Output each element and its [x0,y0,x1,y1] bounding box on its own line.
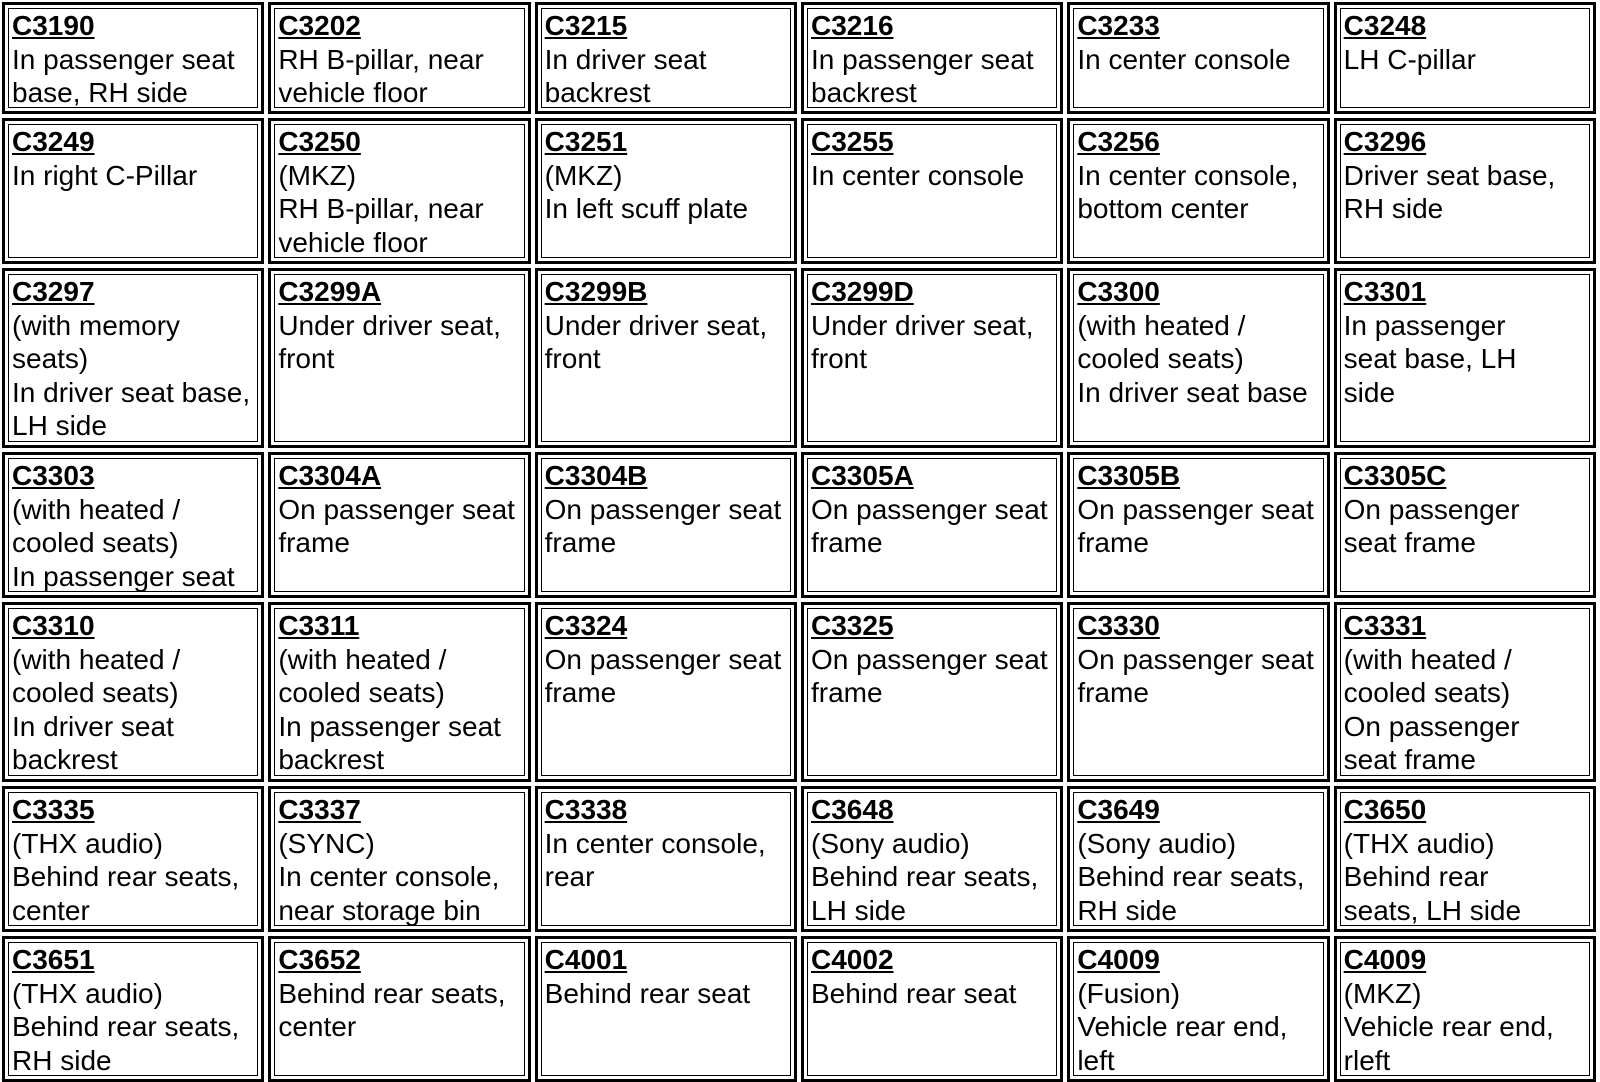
connector-location-line: Under driver seat, [278,309,501,341]
connector-cell [801,452,1063,598]
connector-cell [1067,602,1329,782]
connector-cell [535,118,797,264]
connector-cell [1334,118,1596,264]
connector-cell [268,602,530,782]
connector-code: C3330 [1077,610,1160,641]
connector-cell [2,602,264,782]
connector-cell [535,452,797,598]
connector-code: C3190 [12,10,95,41]
connector-code: C3202 [278,10,361,41]
connector-code: C3251 [544,126,628,157]
connector-cell [801,2,1063,114]
connector-location-line: In passenger seat [12,560,235,592]
connector-location-line: backrest [544,77,651,108]
connector-location-line: base, RH side [12,77,188,108]
connector-cell [535,786,797,932]
connector-location-line: near storage bin [278,894,481,926]
connector-cell [535,602,797,782]
connector-code: C3248 [1343,10,1427,41]
connector-cell [268,118,530,264]
connector-location-line: RH side [1077,894,1177,926]
connector-cell [268,786,530,932]
connector-location-line: (MKZ) [278,159,357,191]
connector-location-line: backrest [278,744,385,775]
connector-location-line: In center console, [1077,159,1299,191]
connector-location-line: (THX audio) [12,827,163,859]
connector-location-line: rleft [1343,1044,1391,1076]
connector-location-line: On passenger [1343,710,1520,742]
connector-code: C3305B [1077,460,1181,491]
connector-location-line: cooled seats) [12,527,179,558]
connector-location-line: In right C-Pillar [12,159,198,191]
connector-code: C3256 [1077,126,1160,157]
connector-location-line: Driver seat base, [1343,159,1556,191]
connector-cell [2,2,264,114]
connector-cell [1067,2,1329,114]
connector-cell [1334,268,1596,448]
connector-location-line: In passenger [1343,309,1506,341]
connector-location-line: On passenger seat [1077,643,1314,675]
connector-location-line: side [1343,376,1396,408]
connector-location-line: (MKZ) [1343,977,1422,1009]
connector-location-line: (with memory [12,309,181,341]
connector-location-line: On passenger seat [544,493,782,525]
connector-code: C3305A [811,460,914,491]
connector-code: C3649 [1077,794,1160,825]
connector-location-line: Under driver seat, [811,309,1034,341]
connector-code: C3299D [811,276,914,307]
connector-location-line: cooled seats) [1077,343,1244,374]
connector-location-line: frame [811,677,883,708]
connector-location-line: (Sony audio) [1077,827,1237,859]
connector-location-line: Behind rear seat [811,977,1017,1009]
connector-cell [1334,786,1596,932]
connector-cell [268,452,530,598]
connector-cell [1334,2,1596,114]
connector-location-line: (Sony audio) [811,827,970,859]
connector-location-line: In passenger seat [278,710,501,742]
connector-location-line: (Fusion) [1077,977,1181,1009]
connector-location-line: backrest [811,77,917,108]
connector-location-line: cooled seats) [12,677,179,708]
connector-code: C3215 [544,10,628,41]
connector-location-line: (THX audio) [12,977,163,1009]
connector-location-line: On passenger [1343,493,1520,525]
connector-location-line: Vehicle rear end, [1077,1011,1288,1042]
connector-code: C3648 [811,794,894,825]
connector-location-line: seats, LH side [1343,894,1522,926]
connector-cell [2,786,264,932]
connector-location-line: RH side [1343,193,1444,224]
connector-location-line: frame [1077,677,1149,708]
connector-location-line: front [544,343,601,374]
connector-cell [801,786,1063,932]
connector-code: C3304B [544,460,648,491]
connector-code: C3310 [12,610,95,641]
connector-location-line: In driver seat [12,710,174,742]
connector-location-line: (THX audio) [1343,827,1495,859]
connector-code: C4002 [811,944,894,975]
connector-code: C3311 [278,610,360,641]
connector-code: C4001 [544,944,628,975]
connector-location-line: center [12,894,90,926]
connector-location-line: RH side [12,1044,112,1076]
connector-location-line: In center console [1077,43,1291,75]
connector-location-line: In center console, [278,861,500,892]
connector-code: C3335 [12,794,95,825]
connector-location-line: LH side [12,410,107,441]
connector-location-line: (MKZ) [544,159,623,191]
connector-location-line: LH C-pillar [1343,43,1476,75]
connector-location-line: In center console [811,159,1025,191]
connector-code: C3324 [544,610,628,641]
connector-cell [535,2,797,114]
connector-location-line: vehicle floor [278,77,428,108]
connector-location-line: seats) [12,343,89,374]
connector-code: C3250 [278,126,361,157]
connector-location-line: Under driver seat, [544,309,768,341]
connector-code: C3338 [544,794,628,825]
connector-location-line: On passenger seat [811,493,1048,525]
connector-location-line: Behind rear seats, [278,977,506,1009]
connector-location-line: On passenger seat [544,643,782,675]
connector-location-line: RH B-pillar, near [278,43,484,75]
connector-code: C3300 [1077,276,1160,307]
connector-code: C3325 [811,610,894,641]
connector-location-line: (with heated / [12,493,181,525]
connector-location-line: (SYNC) [278,827,375,859]
connector-location-table [2,2,1596,1076]
connector-code: C3301 [1343,276,1427,307]
connector-cell [801,118,1063,264]
connector-code: C3337 [278,794,361,825]
connector-location-line: (with heated / [278,643,447,675]
connector-cell [2,118,264,264]
connector-cell [1334,602,1596,782]
connector-code: C3297 [12,276,95,307]
connector-location-line: RH B-pillar, near [278,193,484,224]
connector-location-line: Behind rear seats, [1077,861,1305,892]
connector-code: C3331 [1343,610,1427,641]
connector-location-line: seat base, LH [1343,343,1517,374]
connector-cell [801,936,1063,1082]
connector-location-line: Behind rear seat [544,977,751,1009]
connector-location-line: On passenger seat [278,493,515,525]
connector-code: C3303 [12,460,95,491]
connector-location-line: frame [811,527,883,558]
connector-cell [801,602,1063,782]
connector-cell [2,268,264,448]
connector-location-line: Vehicle rear end, [1343,1011,1554,1042]
connector-cell [268,936,530,1082]
connector-location-line: (with heated / [12,643,181,675]
connector-cell [1334,452,1596,598]
connector-location-line: cooled seats) [1343,677,1511,708]
connector-location-line: center [278,1011,357,1042]
connector-location-line: (with heated / [1343,643,1512,675]
connector-cell [2,452,264,598]
connector-cell [1067,936,1329,1082]
connector-code: C3652 [278,944,361,975]
connector-location-line: seat frame [1343,744,1476,775]
connector-code: C3216 [811,10,894,41]
connector-location-line: LH side [811,894,906,926]
connector-location-line: In driver seat base, [12,376,251,408]
connector-code: C4009 [1343,944,1427,975]
connector-location-line: backrest [12,744,118,775]
connector-location-line: In driver seat [544,43,707,75]
connector-location-line: frame [1077,527,1149,558]
connector-location-line: Behind rear [1343,861,1489,892]
connector-code: C3249 [12,126,95,157]
connector-code: C3299B [544,276,648,307]
connector-location-line: frame [278,527,350,558]
connector-location-line: rear [544,861,595,892]
connector-cell [1067,118,1329,264]
connector-location-line: vehicle floor [278,226,428,258]
connector-location-line: frame [544,677,617,708]
connector-code: C3255 [811,126,894,157]
connector-location-line: front [811,343,868,374]
connector-cell [1067,786,1329,932]
connector-cell [268,268,530,448]
connector-location-line: cooled seats) [278,677,445,708]
connector-location-line: seat frame [1343,527,1476,558]
connector-location-line: On passenger seat [811,643,1048,675]
connector-location-line: frame [544,527,617,558]
connector-cell [1334,936,1596,1082]
connector-code: C3296 [1343,126,1427,157]
connector-code: C3304A [278,460,382,491]
connector-location-line: left [1077,1044,1115,1076]
connector-cell [535,268,797,448]
connector-cell [535,936,797,1082]
connector-cell [2,936,264,1082]
connector-location-line: In passenger seat [811,43,1034,75]
connector-cell [1067,268,1329,448]
connector-code: C3305C [1343,460,1447,491]
connector-location-line: front [278,343,335,374]
connector-cell [1067,452,1329,598]
connector-location-line: In left scuff plate [544,193,749,224]
connector-location-line: Behind rear seats, [811,861,1039,892]
connector-location-line: Behind rear seats, [12,861,240,892]
connector-location-line: (with heated / [1077,309,1246,341]
connector-code: C3651 [12,944,95,975]
connector-location-line: bottom center [1077,193,1249,224]
connector-location-line: In center console, [544,827,766,859]
connector-location-line: Behind rear seats, [12,1011,240,1042]
connector-code: C3650 [1343,794,1427,825]
connector-location-line: On passenger seat [1077,493,1314,525]
connector-cell [268,2,530,114]
connector-code: C4009 [1077,944,1160,975]
connector-location-line: In passenger seat [12,43,235,75]
connector-code: C3299A [278,276,382,307]
connector-cell [801,268,1063,448]
connector-location-line: In driver seat base [1077,376,1308,408]
connector-code: C3233 [1077,10,1160,41]
